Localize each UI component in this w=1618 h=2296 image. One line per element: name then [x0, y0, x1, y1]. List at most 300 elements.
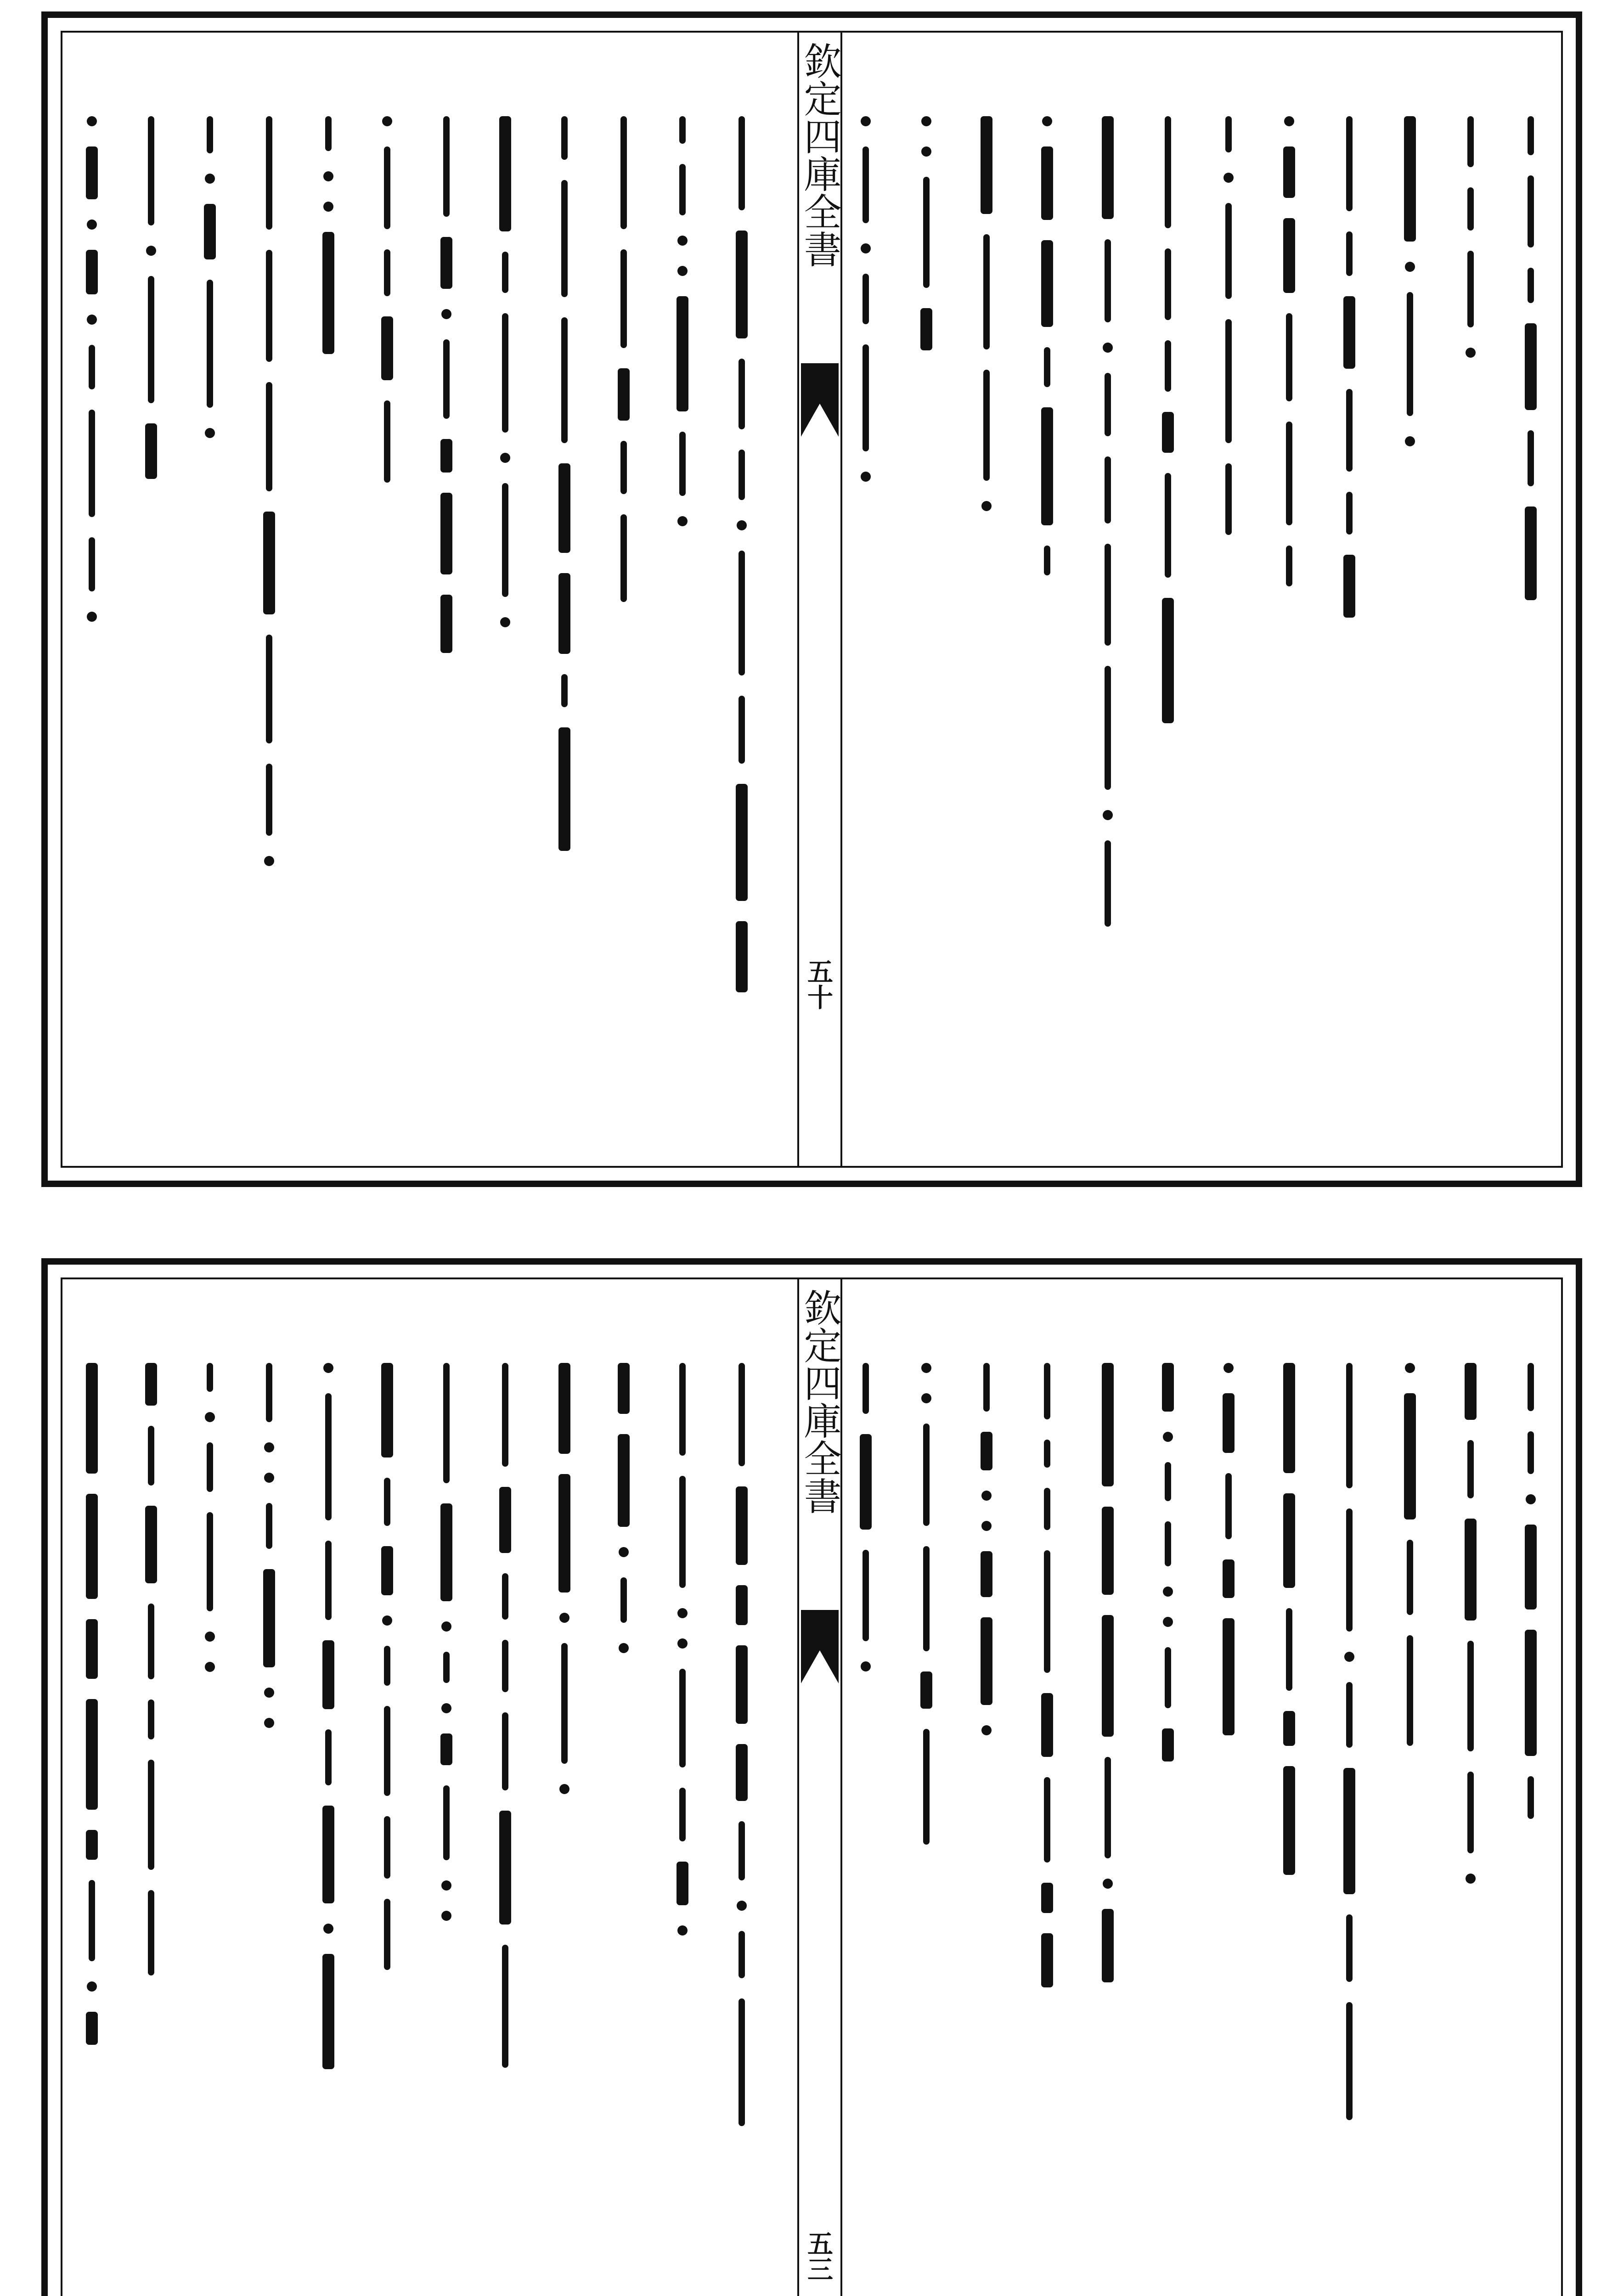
right-page-text: [835, 1279, 1561, 2296]
script-glyph: [264, 1718, 274, 1728]
script-glyph: [384, 1706, 390, 1796]
fish-tail-mark-icon: [801, 1610, 839, 1683]
script-glyph: [739, 1931, 745, 1978]
script-glyph: [382, 116, 392, 126]
script-glyph: [499, 1487, 511, 1553]
manchu-script-column: [728, 1353, 755, 2136]
script-glyph: [1466, 348, 1476, 358]
script-glyph: [145, 423, 157, 479]
script-glyph: [1041, 146, 1053, 220]
script-glyph: [384, 1899, 390, 1970]
script-glyph: [89, 410, 95, 517]
script-glyph: [266, 116, 272, 230]
script-glyph: [264, 1688, 274, 1698]
script-glyph: [89, 1880, 95, 1961]
script-glyph: [739, 1363, 745, 1466]
manchu-script-column: [852, 1353, 879, 1682]
script-glyph: [679, 116, 686, 144]
script-glyph: [1041, 1933, 1053, 1987]
script-glyph: [1346, 1508, 1353, 1632]
script-glyph: [86, 146, 98, 199]
script-glyph: [1041, 407, 1053, 525]
script-glyph: [1286, 313, 1292, 401]
script-glyph: [921, 116, 931, 126]
manchu-script-column: [1154, 106, 1182, 733]
script-glyph: [1346, 1682, 1353, 1748]
script-glyph: [1346, 116, 1353, 211]
script-glyph: [1467, 116, 1474, 167]
manchu-script-column: [1517, 106, 1545, 610]
book-spread-top: [41, 11, 1582, 1187]
script-glyph: [87, 116, 97, 126]
script-glyph: [440, 1733, 452, 1765]
script-glyph: [739, 1821, 745, 1880]
script-glyph: [981, 1551, 992, 1597]
script-glyph: [207, 1363, 213, 1392]
script-glyph: [1044, 347, 1050, 387]
script-glyph: [1103, 810, 1113, 820]
script-glyph: [921, 146, 931, 157]
manchu-script-column: [373, 1353, 401, 1980]
script-glyph: [736, 1744, 748, 1801]
script-glyph: [1165, 473, 1171, 578]
script-glyph: [384, 1646, 390, 1686]
script-glyph: [1225, 1473, 1232, 1539]
manchu-script-column: [1396, 1353, 1424, 1756]
script-glyph: [561, 674, 568, 707]
script-glyph: [322, 1954, 334, 2069]
script-glyph: [1283, 1493, 1295, 1588]
script-glyph: [1105, 544, 1111, 646]
script-glyph: [322, 1640, 334, 1709]
script-glyph: [1467, 187, 1474, 231]
script-glyph: [1225, 319, 1232, 443]
manchu-script-column: [728, 106, 755, 1002]
script-glyph: [981, 1617, 992, 1705]
script-glyph: [263, 512, 275, 614]
script-glyph: [861, 243, 871, 253]
script-glyph: [207, 1512, 213, 1611]
script-glyph: [266, 635, 272, 743]
script-glyph: [983, 234, 990, 349]
script-glyph: [863, 1363, 869, 1414]
script-glyph: [1162, 1363, 1174, 1412]
script-glyph: [86, 2012, 98, 2045]
script-glyph: [1225, 463, 1232, 535]
manchu-script-column: [1094, 106, 1122, 937]
script-glyph: [863, 344, 869, 451]
script-glyph: [207, 1442, 213, 1492]
manchu-script-column: [551, 1353, 578, 1804]
script-glyph: [920, 1671, 932, 1709]
script-glyph: [677, 236, 688, 246]
script-glyph: [1525, 1630, 1537, 1756]
script-glyph: [558, 1363, 570, 1454]
script-glyph: [384, 249, 390, 296]
script-glyph: [1103, 343, 1113, 353]
script-glyph: [1405, 1363, 1415, 1373]
script-glyph: [677, 1925, 688, 1936]
script-glyph: [1223, 1559, 1235, 1598]
script-glyph: [1467, 1641, 1474, 1751]
manchu-script-column: [973, 1353, 1000, 1745]
script-glyph: [148, 1699, 154, 1739]
script-glyph: [1105, 239, 1111, 322]
manchu-script-column: [551, 106, 578, 861]
script-glyph: [1343, 1768, 1355, 1894]
script-glyph: [1528, 1431, 1534, 1474]
script-glyph: [1346, 492, 1353, 535]
script-glyph: [502, 313, 508, 433]
script-glyph: [1162, 598, 1174, 723]
script-glyph: [148, 1890, 154, 1975]
script-glyph: [1284, 116, 1294, 126]
script-glyph: [1407, 1635, 1413, 1746]
script-glyph: [739, 450, 745, 500]
script-glyph: [1407, 292, 1413, 416]
book-title: 欽定四庫全書: [798, 42, 841, 268]
script-glyph: [87, 612, 97, 622]
script-glyph: [1528, 1776, 1534, 1819]
script-glyph: [736, 921, 748, 992]
script-glyph: [87, 1981, 97, 1992]
manchu-script-column: [1336, 106, 1363, 628]
script-glyph: [148, 1426, 154, 1486]
script-glyph: [207, 116, 213, 153]
script-glyph: [736, 231, 748, 338]
script-glyph: [502, 1573, 508, 1620]
manchu-script-column: [669, 1353, 696, 1946]
script-glyph: [677, 1638, 688, 1649]
script-glyph: [87, 315, 97, 325]
script-glyph: [440, 1503, 452, 1601]
script-glyph: [861, 1661, 871, 1671]
folio-number: 五三: [803, 2230, 834, 2282]
script-glyph: [440, 237, 452, 289]
script-glyph: [443, 1785, 450, 1860]
script-glyph: [440, 439, 452, 473]
script-glyph: [558, 463, 570, 553]
script-glyph: [920, 308, 932, 350]
script-glyph: [739, 359, 745, 429]
script-glyph: [1102, 116, 1114, 219]
manchu-script-column: [196, 1353, 224, 1682]
script-glyph: [502, 1712, 508, 1790]
script-glyph: [679, 1476, 686, 1588]
script-glyph: [1528, 268, 1534, 303]
script-glyph: [561, 116, 568, 160]
script-glyph: [1163, 1617, 1173, 1627]
script-glyph: [1346, 2002, 1353, 2120]
script-glyph: [502, 1363, 508, 1467]
script-glyph: [381, 316, 393, 380]
script-glyph: [205, 1632, 215, 1642]
script-glyph: [1223, 173, 1234, 183]
script-glyph: [148, 1604, 154, 1679]
script-glyph: [677, 516, 688, 526]
script-glyph: [620, 514, 627, 602]
script-glyph: [923, 177, 930, 288]
script-glyph: [1103, 1879, 1113, 1889]
script-glyph: [1528, 1363, 1534, 1411]
script-glyph: [263, 1569, 275, 1667]
script-glyph: [322, 1806, 334, 1903]
script-glyph: [1223, 1363, 1234, 1373]
script-glyph: [1044, 1363, 1050, 1419]
script-glyph: [1346, 1914, 1353, 1982]
script-glyph: [923, 1729, 930, 1845]
script-glyph: [323, 1924, 333, 1934]
script-glyph: [677, 266, 688, 276]
script-glyph: [148, 116, 154, 225]
script-glyph: [737, 1901, 747, 1911]
script-glyph: [145, 1506, 157, 1583]
script-glyph: [87, 219, 97, 230]
manchu-script-column: [78, 1353, 106, 2055]
script-glyph: [443, 339, 450, 419]
right-page-text: [835, 33, 1561, 1166]
manchu-script-column: [255, 1353, 283, 1738]
script-glyph: [499, 116, 511, 231]
script-glyph: [861, 116, 871, 126]
script-glyph: [382, 1615, 392, 1626]
script-glyph: [1165, 1647, 1171, 1708]
script-glyph: [739, 1998, 745, 2126]
manchu-script-column: [1154, 1353, 1182, 1772]
script-glyph: [1165, 1521, 1171, 1566]
script-glyph: [620, 116, 627, 229]
script-glyph: [1525, 506, 1537, 600]
manchu-script-column: [1275, 106, 1303, 597]
script-glyph: [983, 1363, 990, 1412]
script-glyph: [266, 1363, 272, 1422]
manchu-script-column: [1396, 106, 1424, 456]
script-glyph: [1042, 116, 1052, 126]
script-glyph: [322, 232, 334, 354]
manchu-script-column: [852, 106, 879, 492]
manchu-script-column: [1215, 106, 1242, 545]
script-glyph: [325, 1393, 332, 1520]
script-glyph: [618, 1363, 630, 1414]
script-glyph: [739, 696, 745, 764]
script-glyph: [204, 204, 216, 259]
script-glyph: [1405, 262, 1415, 272]
script-glyph: [440, 595, 452, 653]
script-glyph: [1223, 1393, 1235, 1453]
script-glyph: [1283, 1363, 1295, 1473]
script-glyph: [441, 1703, 451, 1713]
manchu-script-column: [137, 106, 165, 489]
script-glyph: [443, 1363, 450, 1483]
script-glyph: [679, 1669, 686, 1767]
manchu-script-column: [255, 106, 283, 876]
script-glyph: [561, 180, 568, 297]
manchu-script-column: [669, 106, 696, 536]
manchu-script-column: [1336, 1353, 1363, 2130]
script-glyph: [1163, 1587, 1173, 1597]
manchu-script-column: [315, 1353, 342, 2079]
manchu-script-column: [491, 1353, 519, 2078]
script-glyph: [1102, 1507, 1114, 1595]
manchu-script-column: [1275, 1353, 1303, 1885]
script-glyph: [736, 1486, 748, 1565]
script-glyph: [1343, 555, 1355, 618]
script-glyph: [863, 274, 869, 324]
script-glyph: [500, 617, 510, 627]
script-glyph: [384, 1478, 390, 1526]
script-glyph: [679, 164, 686, 215]
script-glyph: [1466, 1874, 1476, 1884]
script-glyph: [736, 1645, 748, 1724]
script-glyph: [1102, 1615, 1114, 1737]
manchu-script-column: [373, 106, 401, 493]
script-glyph: [1467, 251, 1474, 327]
script-glyph: [205, 174, 215, 184]
script-glyph: [1525, 1525, 1537, 1609]
script-glyph: [559, 1613, 569, 1623]
script-glyph: [619, 1643, 629, 1653]
script-glyph: [679, 432, 686, 496]
script-glyph: [981, 1725, 992, 1735]
book-spread-bottom: [41, 1258, 1582, 2296]
script-glyph: [921, 1363, 931, 1373]
manchu-script-column: [433, 106, 460, 663]
script-glyph: [981, 1432, 992, 1470]
script-glyph: [441, 1621, 451, 1632]
script-glyph: [679, 1788, 686, 1841]
script-glyph: [323, 202, 333, 212]
script-glyph: [1041, 240, 1053, 327]
script-glyph: [1044, 1550, 1050, 1673]
script-glyph: [1041, 1693, 1053, 1757]
script-glyph: [441, 1911, 451, 1921]
script-glyph: [981, 1521, 992, 1531]
left-page-text: [62, 33, 771, 1166]
script-glyph: [1105, 840, 1111, 927]
manchu-script-column: [491, 106, 519, 637]
script-glyph: [1165, 116, 1171, 228]
manchu-script-column: [196, 106, 224, 448]
script-glyph: [1465, 1519, 1477, 1621]
manchu-script-column: [1215, 1353, 1242, 1745]
script-glyph: [1044, 546, 1050, 575]
fish-tail-mark-icon: [801, 363, 839, 437]
script-glyph: [1528, 116, 1534, 155]
script-glyph: [1283, 1766, 1295, 1875]
script-glyph: [86, 1699, 98, 1810]
script-glyph: [677, 1608, 688, 1618]
script-glyph: [561, 317, 568, 443]
script-glyph: [1165, 1462, 1171, 1501]
manchu-script-column: [78, 106, 106, 632]
script-glyph: [981, 1491, 992, 1501]
script-glyph: [736, 784, 748, 901]
script-glyph: [1283, 218, 1295, 293]
script-glyph: [677, 1862, 688, 1905]
script-glyph: [1044, 1440, 1050, 1468]
script-glyph: [443, 1652, 450, 1683]
script-glyph: [86, 1494, 98, 1599]
script-glyph: [325, 1541, 332, 1620]
script-glyph: [148, 1760, 154, 1870]
script-glyph: [863, 146, 869, 223]
script-glyph: [323, 171, 333, 181]
script-glyph: [499, 1811, 511, 1925]
script-glyph: [1225, 203, 1232, 299]
script-glyph: [921, 1393, 931, 1403]
script-glyph: [145, 1363, 157, 1406]
script-glyph: [266, 250, 272, 362]
script-glyph: [558, 573, 570, 654]
script-glyph: [737, 520, 747, 530]
script-glyph: [384, 146, 390, 229]
script-glyph: [266, 764, 272, 836]
script-glyph: [502, 483, 508, 597]
script-glyph: [1165, 248, 1171, 320]
script-glyph: [1404, 1393, 1416, 1519]
script-glyph: [620, 1577, 627, 1623]
manchu-script-column: [315, 106, 342, 364]
script-glyph: [1286, 546, 1292, 586]
script-glyph: [205, 1662, 215, 1672]
script-glyph: [1286, 422, 1292, 525]
script-glyph: [381, 1363, 393, 1458]
script-glyph: [441, 309, 451, 319]
script-glyph: [1407, 1540, 1413, 1615]
script-glyph: [1405, 436, 1415, 446]
script-glyph: [619, 1547, 629, 1557]
script-glyph: [502, 252, 508, 293]
script-glyph: [1467, 1772, 1474, 1853]
script-glyph: [561, 1643, 568, 1764]
manchu-script-column: [1033, 1353, 1061, 1998]
manchu-script-column: [610, 106, 637, 612]
manchu-script-column: [973, 106, 1000, 521]
script-glyph: [381, 1546, 393, 1595]
script-glyph: [440, 493, 452, 574]
script-glyph: [1286, 1608, 1292, 1691]
script-glyph: [861, 472, 871, 482]
script-glyph: [502, 1945, 508, 2068]
script-glyph: [1283, 1711, 1295, 1746]
script-glyph: [1465, 1363, 1477, 1420]
script-glyph: [618, 1434, 630, 1527]
manchu-script-column: [1457, 1353, 1484, 1894]
script-glyph: [739, 116, 745, 210]
script-glyph: [86, 250, 98, 294]
script-glyph: [146, 246, 156, 256]
script-glyph: [863, 1550, 869, 1641]
script-glyph: [1162, 412, 1174, 453]
book-title: 欽定四庫全書: [798, 1289, 841, 1514]
script-glyph: [1163, 1432, 1173, 1442]
script-glyph: [266, 1503, 272, 1549]
script-glyph: [558, 727, 570, 851]
script-glyph: [1225, 116, 1232, 152]
manchu-script-column: [1094, 1353, 1122, 1992]
manchu-script-column: [913, 106, 940, 360]
script-glyph: [620, 249, 627, 348]
script-glyph: [86, 1363, 98, 1474]
script-glyph: [89, 537, 95, 591]
script-glyph: [1346, 231, 1353, 276]
script-glyph: [264, 1473, 274, 1483]
script-glyph: [679, 1363, 686, 1456]
script-glyph: [205, 1412, 215, 1422]
manchu-script-column: [433, 1353, 460, 1931]
script-glyph: [618, 368, 630, 421]
script-glyph: [677, 296, 688, 411]
